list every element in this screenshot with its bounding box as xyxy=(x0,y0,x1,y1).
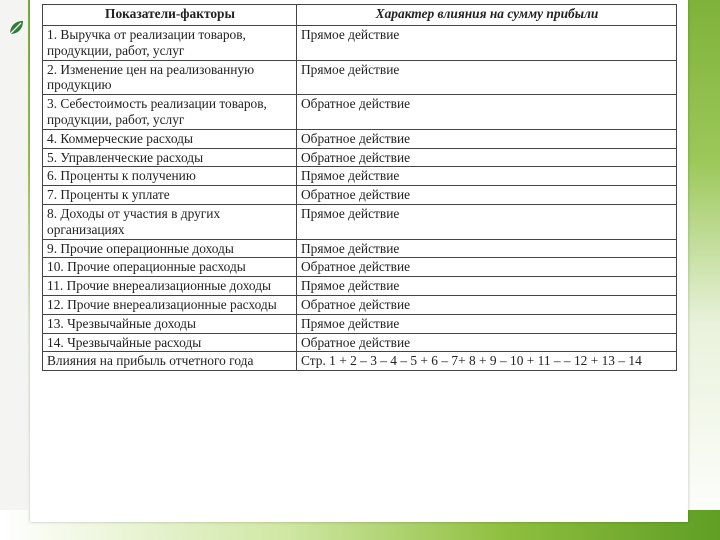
effect-cell: Прямое действие xyxy=(297,167,677,186)
table-header-row xyxy=(43,5,677,26)
table-row xyxy=(43,239,677,258)
factor-cell: 10. Прочие операционные расходы xyxy=(43,258,297,277)
table-row xyxy=(43,352,677,371)
header-factors: Показатели-факторы xyxy=(43,5,297,26)
table-row xyxy=(43,95,677,130)
factor-cell: 5. Управленческие расходы xyxy=(43,148,297,167)
factor-cell: 2. Изменение цен на реализованную продукцию xyxy=(43,60,297,95)
effect-cell: Прямое действие xyxy=(297,277,677,296)
effect-cell: Прямое действие xyxy=(297,314,677,333)
effect-cell: Стр. 1 + 2 – 3 – 4 – 5 + 6 – 7+ 8 + 9 – 10 + 11 – – 12 + 13 – 14 xyxy=(297,352,677,371)
effect-cell: Прямое действие xyxy=(297,239,677,258)
effect-cell: Обратное действие xyxy=(297,186,677,205)
effect-cell: Обратное действие xyxy=(297,95,677,130)
table-row xyxy=(43,333,677,352)
factor-cell: 9. Прочие операционные доходы xyxy=(43,239,297,258)
table-row xyxy=(43,148,677,167)
table-row xyxy=(43,26,677,61)
factor-cell: 13. Чрезвычайные доходы xyxy=(43,314,297,333)
factor-cell: 14. Чрезвычайные расходы xyxy=(43,333,297,352)
table-row xyxy=(43,167,677,186)
effect-cell: Обратное действие xyxy=(297,333,677,352)
table-row xyxy=(43,129,677,148)
effect-cell: Обратное действие xyxy=(297,148,677,167)
effect-cell: Прямое действие xyxy=(297,204,677,239)
factor-cell: 3. Себестоимость реализации товаров, продукции, работ, услуг xyxy=(43,95,297,130)
table-row xyxy=(43,295,677,314)
left-margin-strip xyxy=(0,0,28,540)
table-row xyxy=(43,204,677,239)
header-effect: Характер влияния на сумму прибыли xyxy=(297,5,677,26)
factor-cell: 11. Прочие внереализационные доходы xyxy=(43,277,297,296)
factor-cell: 8. Доходы от участия в других организациях xyxy=(43,204,297,239)
factor-cell: Влияния на прибыль отчетного года xyxy=(43,352,297,371)
table-row xyxy=(43,258,677,277)
effect-cell: Обратное действие xyxy=(297,258,677,277)
factor-cell: 6. Проценты к получению xyxy=(43,167,297,186)
leaf-icon xyxy=(6,18,26,38)
factor-cell: 4. Коммерческие расходы xyxy=(43,129,297,148)
factor-cell: 1. Выручка от реализации товаров, продукции, работ, услуг xyxy=(43,26,297,61)
table-row xyxy=(43,186,677,205)
effect-cell: Обратное действие xyxy=(297,295,677,314)
effect-cell: Прямое действие xyxy=(297,60,677,95)
document-sheet xyxy=(30,0,688,522)
table-row xyxy=(43,277,677,296)
table-row xyxy=(43,60,677,95)
factor-cell: 7. Проценты к уплате xyxy=(43,186,297,205)
effect-cell: Прямое действие xyxy=(297,26,677,61)
effect-cell: Обратное действие xyxy=(297,129,677,148)
factor-cell: 12. Прочие внереализационные расходы xyxy=(43,295,297,314)
table-row xyxy=(43,314,677,333)
profit-factors-table xyxy=(42,4,677,371)
